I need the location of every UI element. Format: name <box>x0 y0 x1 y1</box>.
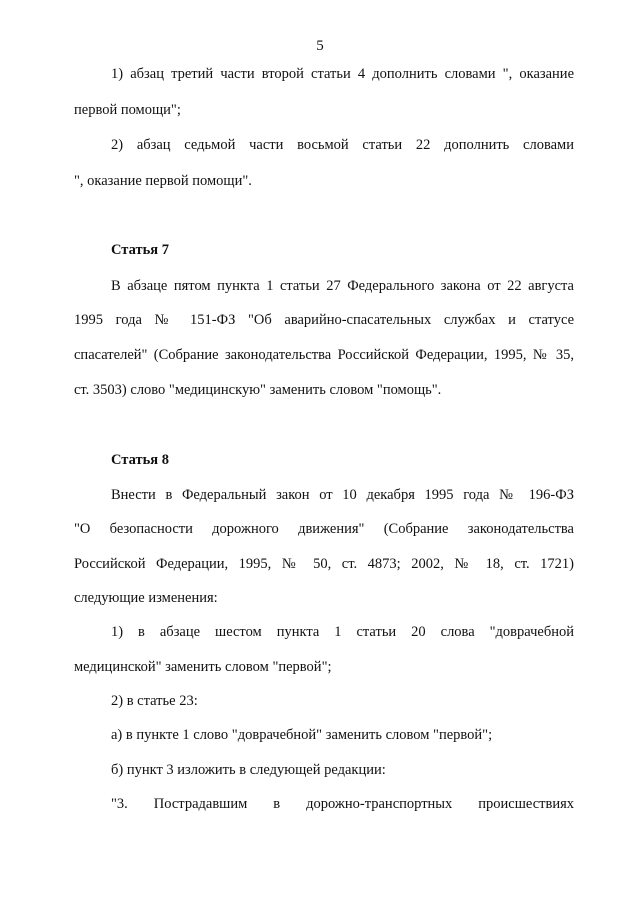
text-line: 2) в статье 23: <box>111 693 198 709</box>
text-line: Российской Федерации, 1995, № 50, ст. 4873; 2002, № 18, ст. 1721) <box>74 556 574 572</box>
text-line: 2) абзац седьмой части восьмой статьи 22 дополнить словами <box>111 137 574 153</box>
article-7-heading: Статья 7 <box>111 242 169 258</box>
text-line: ", оказание первой помощи". <box>74 173 252 189</box>
text-line: Внести в Федеральный закон от 10 декабря 1995 года № 196-ФЗ <box>111 487 574 503</box>
text-line: 1) в абзаце шестом пункта 1 статьи 20 слова "доврачебной <box>111 624 574 640</box>
article-8-heading: Статья 8 <box>111 452 169 468</box>
text-line: "3. Пострадавшим в дорожно-транспортных происшествиях <box>111 796 574 812</box>
text-line: "О безопасности дорожного движения" (Собрание законодательства <box>74 521 574 537</box>
text-line: а) в пункте 1 слово "доврачебной" заменить словом "первой"; <box>111 727 493 743</box>
text-line: 1995 года № 151-ФЗ "Об аварийно-спасательных службах и статусе <box>74 312 574 328</box>
text-line: В абзаце пятом пункта 1 статьи 27 Федерального закона от 22 августа <box>111 278 574 294</box>
text-line: спасателей" (Собрание законодательства Российской Федерации, 1995, № 35, <box>74 347 574 363</box>
text-line: 1) абзац третий части второй статьи 4 дополнить словами ", оказание <box>111 66 574 82</box>
page-number: 5 <box>316 38 324 54</box>
text-line: ст. 3503) слово "медицинскую" заменить словом "помощь". <box>74 382 442 398</box>
text-line: б) пункт 3 изложить в следующей редакции: <box>111 762 386 778</box>
text-line: следующие изменения: <box>74 590 218 606</box>
text-line: медицинской" заменить словом "первой"; <box>74 659 332 675</box>
text-line: первой помощи"; <box>74 102 181 118</box>
